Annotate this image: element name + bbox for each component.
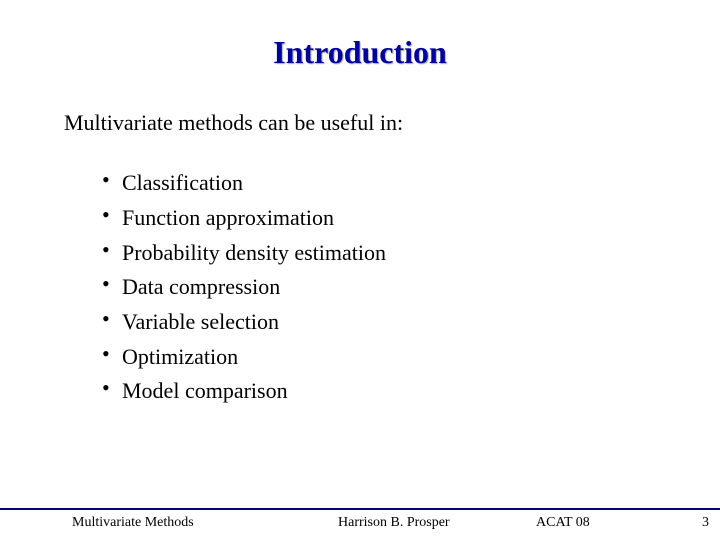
bullet-text: Function approximation (122, 205, 335, 231)
bullet-text: Variable selection (122, 309, 279, 335)
bullet-list (102, 166, 386, 409)
bullet-icon: • (102, 375, 110, 401)
bullet-item (102, 235, 386, 270)
bullet-icon: • (102, 306, 110, 332)
bullet-text: Classification (122, 170, 243, 196)
bullet-icon: • (102, 236, 110, 262)
footer-author: Harrison B. Prosper (338, 515, 450, 530)
bullet-text: Data compression (122, 274, 281, 300)
bullet-icon: • (102, 340, 110, 366)
page-number: 3 (702, 515, 709, 530)
bullet-icon: • (102, 167, 110, 193)
intro-text: Multivariate methods can be useful in: (64, 110, 404, 135)
footer-title: Multivariate Methods (72, 515, 194, 530)
bullet-item (102, 305, 386, 340)
bullet-icon: • (102, 271, 110, 297)
bullet-icon: • (102, 202, 110, 228)
bullet-item (102, 201, 386, 236)
bullet-item (102, 166, 386, 201)
bullet-text: Probability density estimation (122, 239, 386, 265)
bullet-item (102, 374, 386, 409)
slide-title: Introduction (273, 34, 447, 70)
footer-event: ACAT 08 (536, 515, 590, 530)
bullet-item (102, 270, 386, 305)
bullet-text: Optimization (122, 343, 239, 369)
bullet-item (102, 339, 386, 374)
footer-divider (0, 508, 720, 510)
bullet-text: Model comparison (122, 378, 288, 404)
